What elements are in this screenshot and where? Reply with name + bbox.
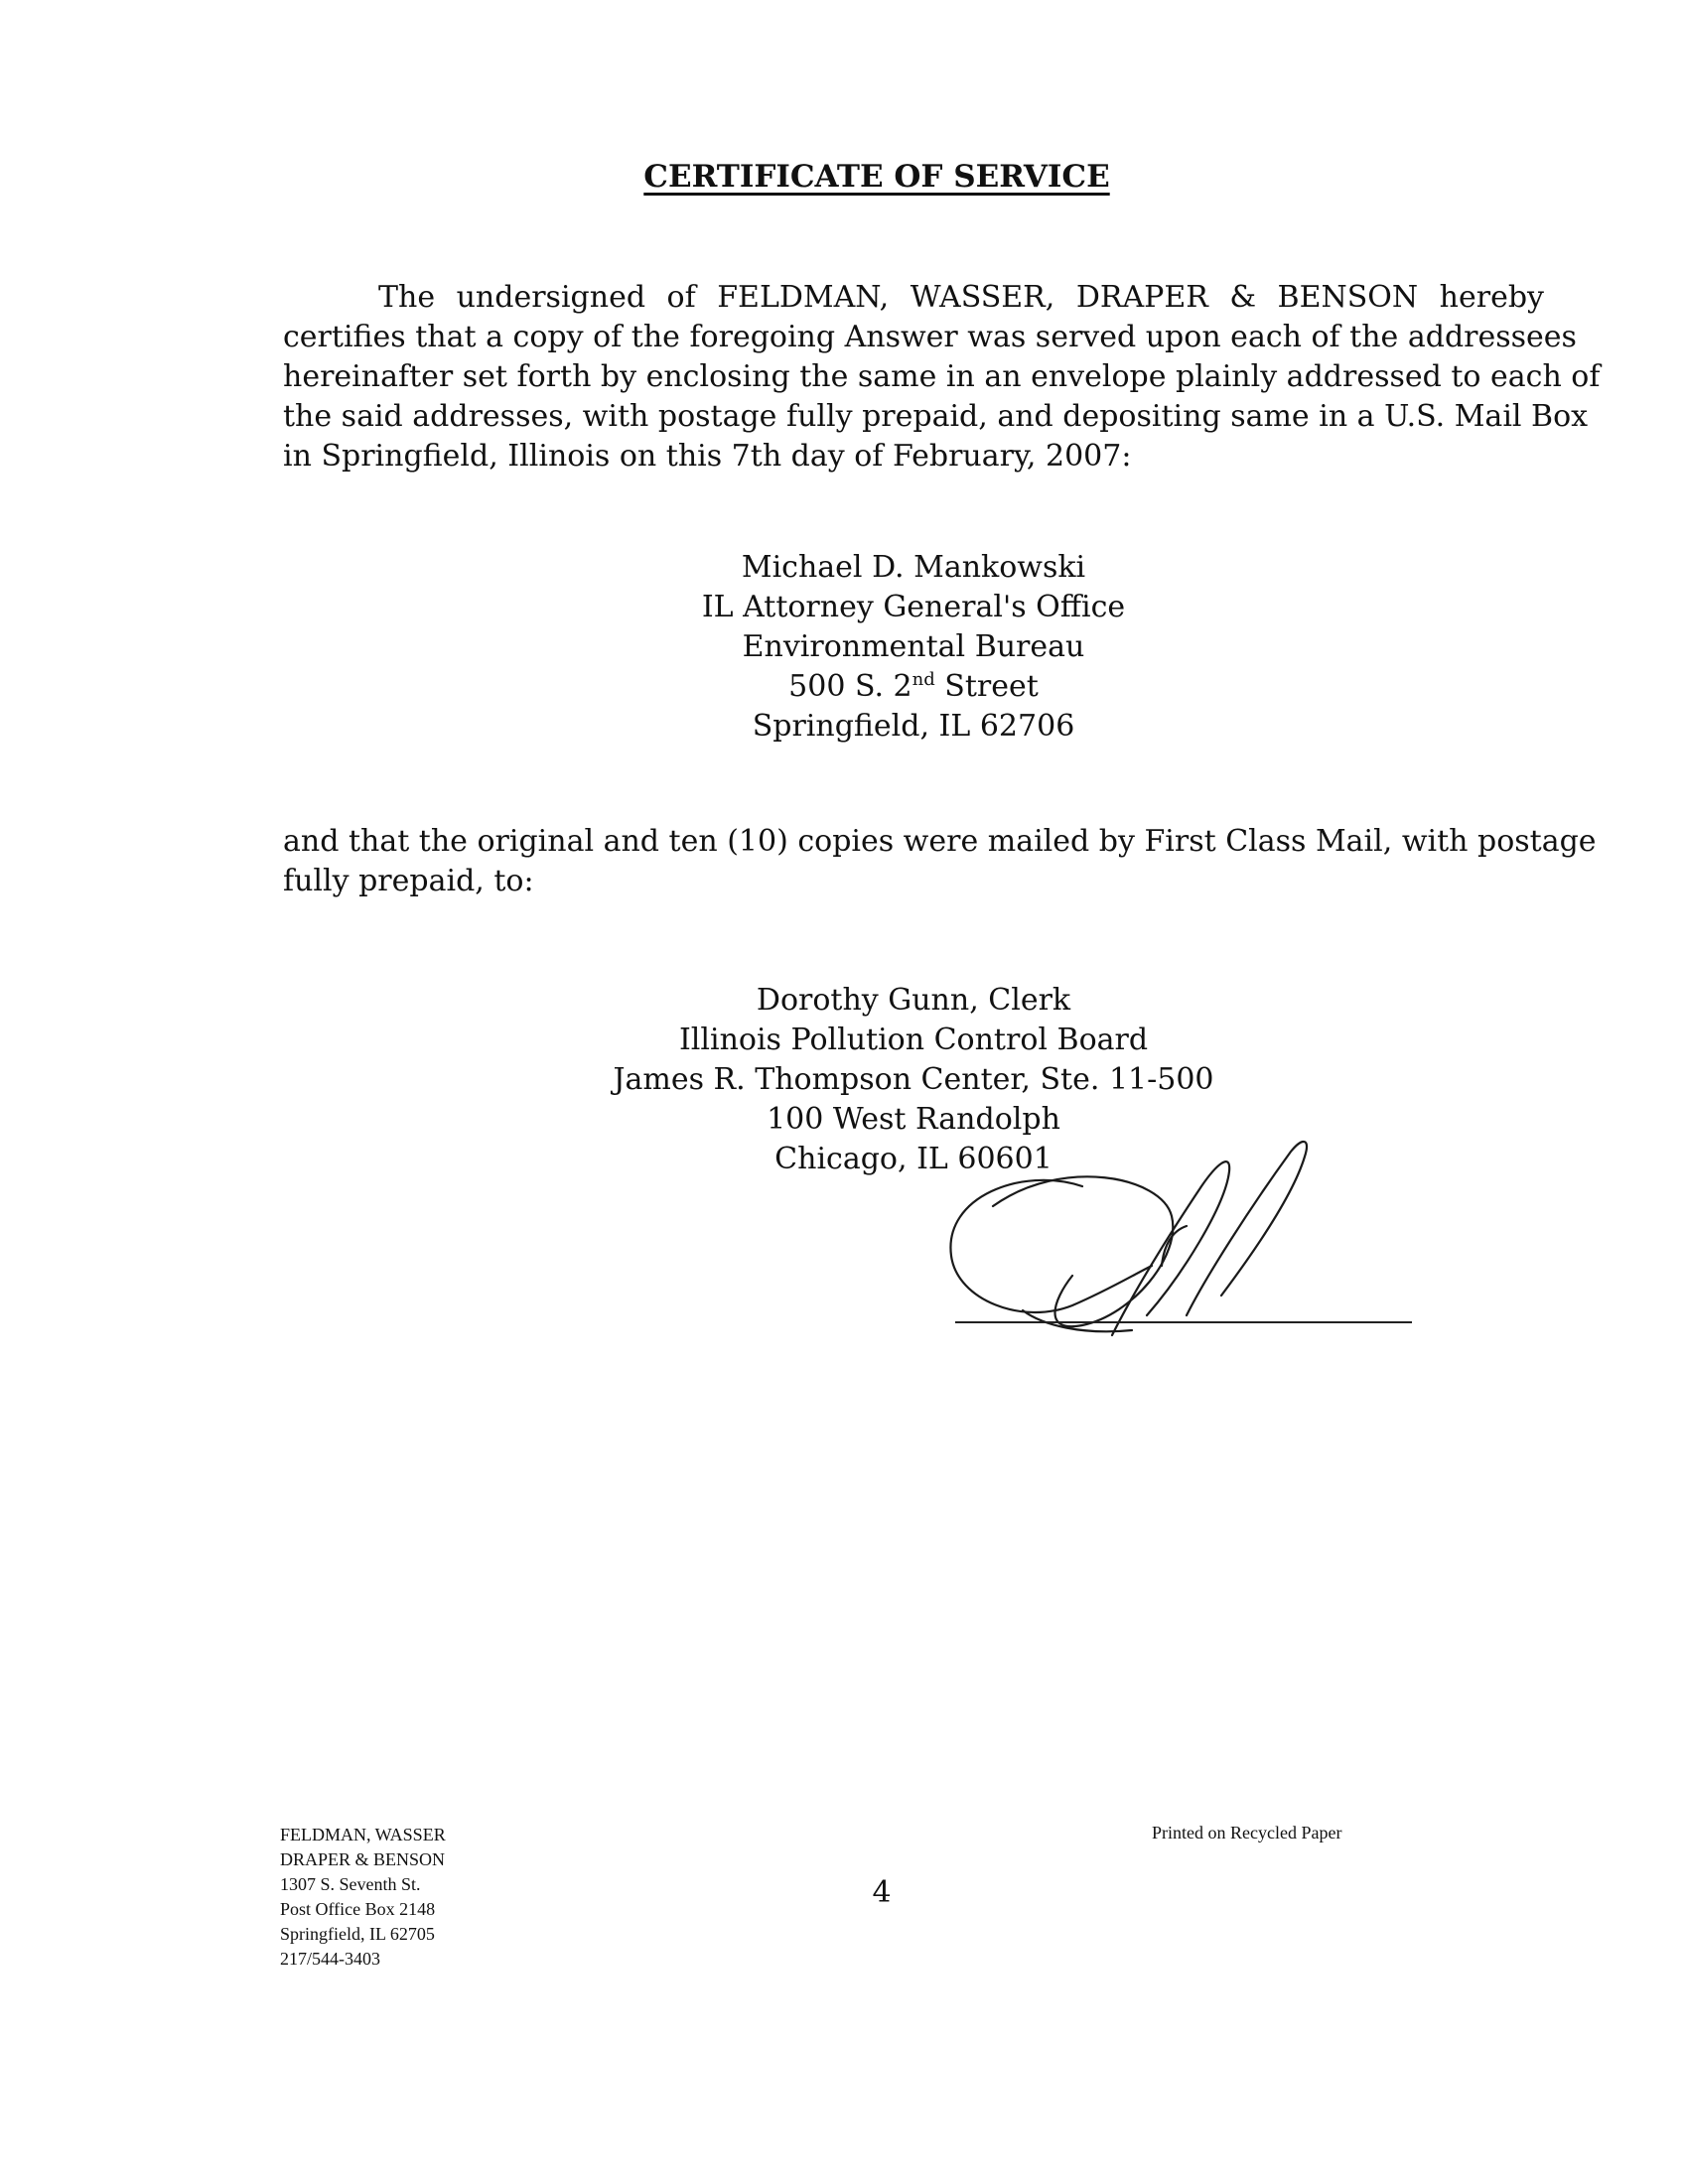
paragraph-line: fully prepaid, to: <box>283 864 534 898</box>
page-number: 4 <box>872 1875 892 1910</box>
original-copies-paragraph <box>283 822 1597 901</box>
paragraph-line: certifies that a copy of the foregoing Answer was served upon each of the addressees <box>283 320 1577 354</box>
addressee-city: Springfield, IL 62706 <box>752 709 1075 744</box>
addressee-building: James R. Thompson Center, Ste. 11-500 <box>613 1062 1214 1097</box>
handwritten-signature <box>933 1127 1370 1365</box>
paragraph-line: The undersigned of FELDMAN, WASSER, DRAPER & BENSON hereby <box>378 280 1544 315</box>
firm-line: FELDMAN, WASSER <box>280 1825 446 1844</box>
addressee-block-1 <box>526 548 1301 747</box>
signature-slash-stroke-1 <box>1112 1161 1229 1335</box>
signature-loop-stroke <box>950 1180 1152 1312</box>
signature-line <box>955 1321 1412 1323</box>
firm-line: Post Office Box 2148 <box>280 1899 436 1919</box>
recycled-paper-note: Printed on Recycled Paper <box>1152 1823 1342 1843</box>
firm-line: DRAPER & BENSON <box>280 1849 446 1869</box>
addressee-org: IL Attorney General's Office <box>701 590 1126 624</box>
firm-line: 1307 S. Seventh St. <box>280 1874 421 1894</box>
addressee-street <box>526 667 1301 707</box>
paragraph-line: hereinafter set forth by enclosing the same in an envelope plainly addressed to each of <box>283 359 1601 394</box>
firm-line: 217/544-3403 <box>280 1949 380 1969</box>
signature-small-stroke <box>1162 1226 1187 1266</box>
street-name: Street <box>934 669 1039 704</box>
addressee-city: Chicago, IL 60601 <box>774 1142 1052 1176</box>
signature-oval-stroke <box>993 1176 1173 1326</box>
addressee-dept: Environmental Bureau <box>742 629 1085 664</box>
addressee-name: Michael D. Mankowski <box>741 550 1086 585</box>
street-number: 500 S. 2 <box>788 669 912 704</box>
addressee-org: Illinois Pollution Control Board <box>678 1023 1149 1057</box>
paragraph-line: in Springfield, Illinois on this 7th day of February, 2007: <box>283 439 1132 474</box>
document-title: CERTIFICATE OF SERVICE <box>643 159 1110 195</box>
street-ordinal-suffix: nd <box>912 669 935 690</box>
firm-line: Springfield, IL 62705 <box>280 1924 435 1944</box>
paragraph-line: and that the original and ten (10) copies were mailed by First Class Mail, with postage <box>283 824 1597 859</box>
addressee-name: Dorothy Gunn, Clerk <box>756 983 1071 1018</box>
addressee-street: 100 West Randolph <box>767 1102 1060 1137</box>
signature-slash-stroke-2 <box>1187 1142 1307 1315</box>
service-paragraph <box>283 278 1601 477</box>
paragraph-line: the said addresses, with postage fully prepaid, and depositing same in a U.S. Mail Box <box>283 399 1589 434</box>
